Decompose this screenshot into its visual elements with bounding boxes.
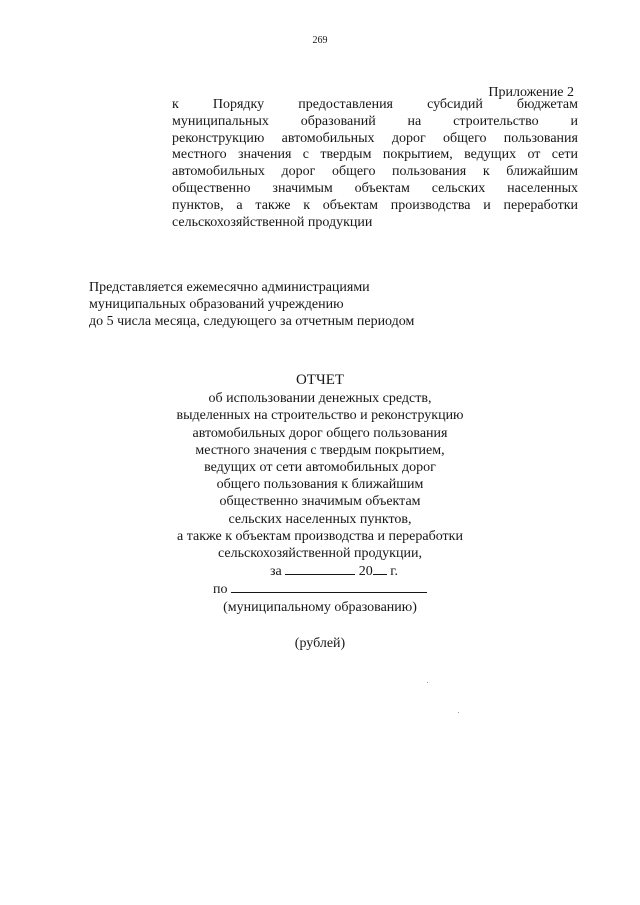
period-year-prefix: 20 bbox=[358, 564, 373, 580]
scan-speck bbox=[458, 712, 459, 713]
unit-note: (рублей) bbox=[294, 635, 346, 651]
scan-speck bbox=[427, 682, 428, 683]
municipality-blank bbox=[231, 580, 427, 593]
report-line: общественно значимым объектам bbox=[219, 494, 421, 510]
appendix-label: Приложение 2 bbox=[488, 85, 574, 100]
report-line: местного значения с твердым покрытием, bbox=[195, 442, 445, 458]
report-line: сельскохозяйственной продукции, bbox=[218, 546, 422, 562]
report-line: а также к объектам производства и переработки bbox=[177, 528, 463, 544]
appendix-line: сельскохозяйственной продукции bbox=[172, 214, 373, 230]
appendix-line: общественно значимым объектам сельских населенных bbox=[172, 180, 578, 196]
by-prefix: по bbox=[213, 582, 228, 598]
report-line: автомобильных дорог общего пользования bbox=[192, 425, 448, 441]
report-line: ведущих от сети автомобильных дорог bbox=[204, 460, 436, 476]
submission-note-line: до 5 числа месяца, следующего за отчетным периодом bbox=[89, 314, 415, 329]
page-number: 269 bbox=[312, 35, 328, 46]
report-period-line bbox=[28, 562, 640, 580]
appendix-body bbox=[172, 97, 578, 231]
appendix-line: местного значения с твердым покрытием, ведущих от сети bbox=[172, 147, 578, 163]
period-month-blank bbox=[285, 562, 355, 575]
submission-note-line: Представляется ежемесячно администрациями bbox=[89, 280, 370, 295]
report-line: об использовании денежных средств, bbox=[208, 391, 432, 407]
municipality-caption: (муниципальному образованию) bbox=[223, 599, 417, 615]
appendix-line: автомобильных дорог общего пользования к ближайшим bbox=[172, 164, 578, 180]
report-line: выделенных на строительство и реконструкцию bbox=[176, 408, 464, 424]
report-line: общего пользования к ближайшим bbox=[216, 477, 424, 493]
period-year-suffix: г. bbox=[390, 564, 398, 580]
report-heading-block bbox=[0, 372, 640, 652]
submission-note-line: муниципальных образований учреждению bbox=[89, 297, 344, 312]
report-title: ОТЧЕТ bbox=[295, 372, 345, 388]
report-line: сельских населенных пунктов, bbox=[228, 511, 412, 527]
period-year-blank bbox=[373, 562, 387, 575]
period-prefix: за bbox=[270, 564, 282, 580]
appendix-line: муниципальных образований на строительство и bbox=[172, 113, 578, 129]
appendix-line: к Порядку предоставления субсидий бюджетам bbox=[172, 97, 578, 112]
report-municipality-line bbox=[0, 580, 640, 598]
appendix-line: реконструкцию автомобильных дорог общего пользования bbox=[172, 130, 578, 146]
submission-note bbox=[89, 279, 414, 330]
appendix-line: пунктов, а также к объектам производства и переработки bbox=[172, 197, 578, 213]
